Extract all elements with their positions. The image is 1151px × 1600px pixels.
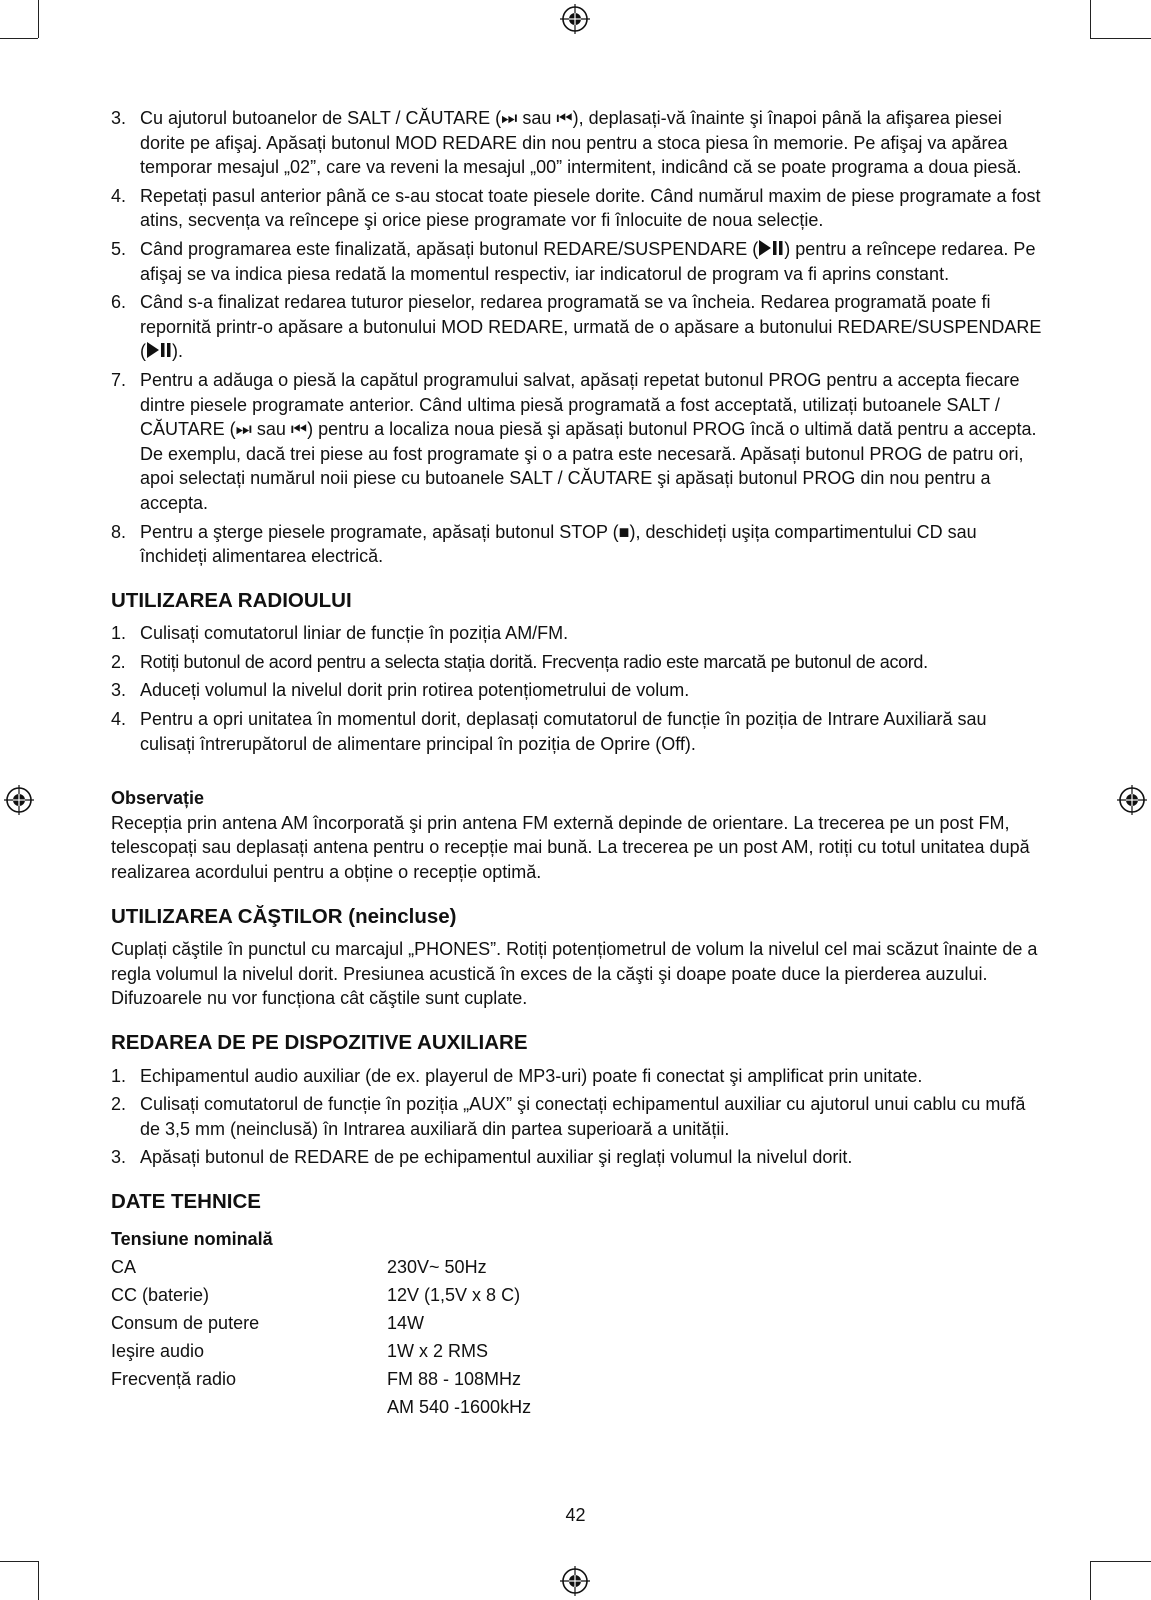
list-item xyxy=(111,106,1046,180)
specs-table xyxy=(111,1255,531,1423)
step-text: Când programarea este finalizată, apăsați butonul REDARE/SUSPENDARE ( xyxy=(140,238,759,259)
page-number: 42 xyxy=(565,1505,586,1525)
aux-steps xyxy=(111,1064,1046,1170)
spec-label: Ieşire audio xyxy=(111,1341,205,1362)
page-content xyxy=(111,106,1046,1423)
step-text: ). xyxy=(172,341,183,362)
play-pause-icon xyxy=(146,341,172,359)
step-number: 3. xyxy=(111,680,127,701)
step-number: 1. xyxy=(111,1065,127,1086)
headphones-heading: UTILIZAREA CĂŞTILOR (neincluse) xyxy=(111,904,457,928)
spec-value: 14W xyxy=(387,1313,425,1334)
step-text: Pentru a şterge piesele programate, apăsați butonul STOP (■), deschideți uşița compartimentului CD sau închideți alimentarea electrică. xyxy=(140,521,977,567)
list-item xyxy=(111,184,1046,233)
crop-mark xyxy=(38,1561,39,1600)
list-item xyxy=(111,237,1046,286)
registration-mark-icon xyxy=(4,785,34,815)
step-number: 1. xyxy=(111,623,127,644)
step-text: Repetați pasul anterior până ce s-au stocat toate piesele dorite. Când numărul maxim de piese programate a fost atins, secvența va reîncepe şi orice piese programate vor fi înlocuite de noua selecție. xyxy=(140,185,1041,231)
spec-value: 1W x 2 RMS xyxy=(387,1341,489,1362)
list-item xyxy=(111,290,1046,364)
table-row xyxy=(111,1311,531,1339)
list-item xyxy=(111,621,1046,646)
step-text: Culisați comutatorul liniar de funcție în poziția AM/FM. xyxy=(140,623,569,644)
table-row xyxy=(111,1367,531,1395)
spec-label xyxy=(111,1395,387,1423)
list-item xyxy=(111,707,1046,756)
list-item xyxy=(111,520,1046,569)
headphones-text: Cuplați căştile în punctul cu marcajul „PHONES”. Rotiți potențiometrul de volum la nivelul cel mai scăzut înainte de a regla volumul la nivelul dorit. Presiunea acustică în exces de la căşti şi doape poate duce la pierderea auzului. Difuzoarele nu vor funcționa cât căştile sunt cuplate. xyxy=(111,939,1038,1009)
radio-heading: UTILIZAREA RADIOULUI xyxy=(111,588,352,612)
crop-mark xyxy=(1090,1561,1091,1600)
step-number: 3. xyxy=(111,108,127,128)
step-text: Pentru a adăuga o piesă la capătul programului salvat, apăsați repetat butonul PROG pentru a accepta fiecare dintre piesele programate anterior. Când ultima piesă programată a fost acceptată, utilizați butoanele SALT / CĂUTARE (⏭ sau ⏮) pentru a localiza noua piesă şi apăsați butonul PROG încă o ultimă dată pentru a accepta. De exemplu, dacă trei piese au fost programate şi o a patra este necesară. Apăsați butonul PROG de patru ori, apoi selectați numărul noii piese cu butoanele SALT / CĂUTARE şi apăsați butonul PROG din nou pentru a accepta. xyxy=(140,369,1037,513)
crop-mark xyxy=(0,1561,38,1562)
step-number: 4. xyxy=(111,709,127,730)
step-text: Când s-a finalizat redarea tuturor pieselor, redarea programată se va încheia. Redarea programată poate fi repornită printr-o apăsare a butonului MOD REDARE, urmată de o apăsare a butonului REDARE/SUSPENDARE ( xyxy=(140,292,1042,362)
spec-label: Frecvență radio xyxy=(111,1369,237,1390)
crop-mark xyxy=(1090,38,1151,39)
step-text: Echipamentul audio auxiliar (de ex. playerul de MP3-uri) poate fi conectat şi amplificat prin unitate. xyxy=(140,1065,923,1086)
step-number: 3. xyxy=(111,1147,127,1168)
step-number: 4. xyxy=(111,185,127,206)
table-row xyxy=(111,1395,531,1423)
registration-mark-icon xyxy=(1117,785,1147,815)
crop-mark xyxy=(0,38,38,39)
step-number: 5. xyxy=(111,238,127,259)
list-item xyxy=(111,1092,1046,1141)
observation-title: Observație xyxy=(111,788,205,809)
play-pause-icon xyxy=(758,239,784,257)
step-text: Apăsați butonul de REDARE de pe echipamentul auxiliar şi reglați volumul la nivelul dorit. xyxy=(140,1147,853,1168)
spec-value: FM 88 - 108MHz xyxy=(387,1369,522,1390)
step-number: 7. xyxy=(111,369,127,390)
aux-heading: REDAREA DE PE DISPOZITIVE AUXILIARE xyxy=(111,1031,528,1054)
step-number: 2. xyxy=(111,651,126,672)
crop-mark xyxy=(38,0,39,38)
spec-value: 230V~ 50Hz xyxy=(387,1257,487,1278)
step-number: 2. xyxy=(111,1094,127,1115)
step-text: Cu ajutorul butoanelor de SALT / CĂUTARE (⏭ sau ⏮), deplasați-vă înainte şi înapoi până la afişarea piesei dorite pe afişaj. Apăsați butonul MOD REDARE din nou pentru a stoca piesa în memorie. Pe afişaj va apărea temporar mesajul „02”, care va reveni la mesajul „00” intermitent, indicând că se poate programa a doua piesă. xyxy=(140,108,1022,178)
spec-label: CC (baterie) xyxy=(111,1285,210,1306)
spec-label: CA xyxy=(111,1257,137,1278)
observation-text: Recepția prin antena AM încorporată şi prin antena FM externă depinde de orientare. La trecerea pe un post FM, telescopați sau deplasați antena pentru o recepție mai bună. La trecerea pe un post AM, rotiți cu totul unitatea după realizarea acordului pentru a obține o recepție optimă. xyxy=(111,812,1030,883)
radio-steps xyxy=(111,621,1046,756)
step-text: Culisați comutatorul de funcție în poziția „AUX” şi conectați echipamentul auxiliar cu ajutorul unui cablu cu mufă de 3,5 mm (neinclusă) în Intrarea auxiliară din partea superioară a unității. xyxy=(140,1094,1026,1139)
step-text: ) pentru a reîncepe redarea. Pe afişaj se va indica piesa redată la momentul respectiv, iar indicatorul de program va fi aprins constant. xyxy=(140,238,1036,284)
step-text: Pentru a opri unitatea în momentul dorit, deplasați comutatorul de funcție în poziția de Intrare Auxiliară sau culisați întrerupătorul de alimentare principal în poziția de Oprire (Off). xyxy=(140,709,987,754)
table-row xyxy=(111,1255,531,1283)
spec-value: AM 540 -1600kHz xyxy=(387,1397,532,1418)
step-number: 6. xyxy=(111,292,127,313)
table-row xyxy=(111,1283,531,1311)
list-item xyxy=(111,368,1046,516)
crop-mark xyxy=(1090,0,1091,38)
step-number: 8. xyxy=(111,521,127,542)
list-item xyxy=(111,678,1046,703)
table-row xyxy=(111,1339,531,1367)
registration-mark-icon xyxy=(560,1566,590,1596)
step-text: Aduceți volumul la nivelul dorit prin rotirea potențiometrului de volum. xyxy=(140,680,690,701)
spec-label: Consum de putere xyxy=(111,1313,260,1334)
step-text: Rotiți butonul de acord pentru a selecta stația dorită. Frecvența radio este marcată pe butonul de acord. xyxy=(140,651,928,672)
registration-mark-icon xyxy=(560,4,590,34)
list-item xyxy=(111,1064,1046,1089)
crop-mark xyxy=(1090,1561,1151,1562)
spec-value: 12V (1,5V x 8 C) xyxy=(387,1285,521,1306)
program-steps xyxy=(111,106,1046,569)
list-item xyxy=(111,1145,1046,1170)
specs-subheading: Tensiune nominală xyxy=(111,1228,273,1249)
specs-heading: DATE TEHNICE xyxy=(111,1189,261,1213)
list-item xyxy=(111,650,1046,675)
